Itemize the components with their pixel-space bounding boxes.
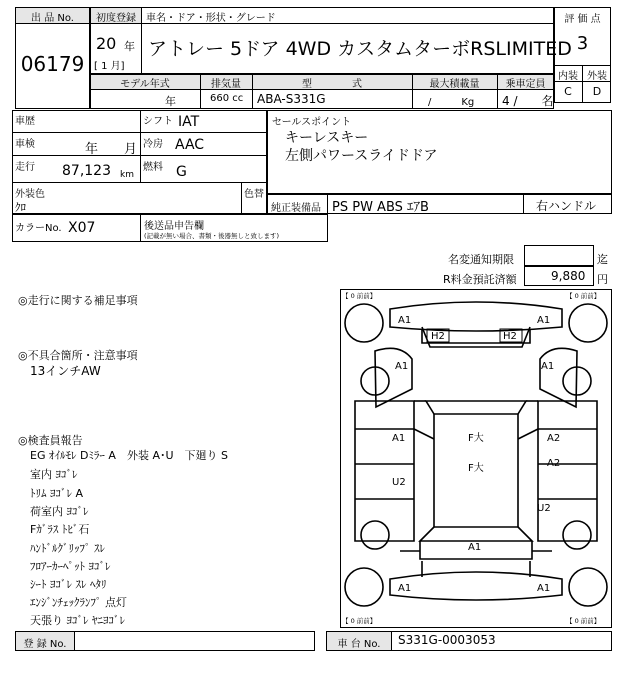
report-line: 天張り ﾖｺﾞﾚ ﾔﾆﾖｺﾞﾚ [30,614,125,627]
color-change-label: 色替 [244,189,264,200]
color-no-label: カラーNo. [15,223,62,234]
lot-no: 06179 [20,52,85,76]
capacity-label: 乗車定員 [505,79,546,90]
report-line: Fｶﾞﾗｽ ﾄﾋﾞ石 [30,523,90,536]
wheel-rear-left-icon [345,568,383,606]
model-year-value: 年 [165,95,176,108]
model-label: 型 式 [302,79,362,90]
left-side-outline [375,348,412,407]
mark-rear-right: A1 [537,583,551,594]
displacement-label: 排気量 [211,79,241,90]
report-line: 室内 ﾖｺﾞﾚ [30,468,78,481]
report-line: ﾌﾛｱｰｶｰﾍﾟｯﾄ ﾖｺﾞﾚ [30,560,111,573]
exterior-grade: D [592,85,602,98]
reg-no-label: 登 録 No. [23,639,67,650]
interior-label: 内装 [558,71,578,82]
mark-right-front-door: A2 [547,433,561,444]
notice-value-box [524,245,594,266]
report-line: 荷室内 ﾖｺﾞﾚ [30,505,89,518]
recycle-value: 9,880 [551,269,586,283]
mark-front-left: A1 [398,315,412,326]
mileage-unit: km [120,170,134,180]
report-line: ﾄﾘﾑ ﾖｺﾞﾚ A [30,487,84,500]
model-value: ABA-S331G [257,92,326,106]
wheel-front-left-icon [345,304,383,342]
displacement-value: 660 cc [210,93,244,104]
spec-sep-v2 [241,182,242,214]
score: 3 [576,33,589,54]
equipment-sep-2 [523,194,524,214]
lot-no-label: 出 品 No. [31,13,74,24]
inspection-label: 車検 [15,139,35,150]
defects-label: ◎不具合箇所・注意事項 [18,349,138,362]
mileage-label: 走行 [15,162,35,173]
fuel-label: 燃料 [143,162,163,173]
docs-label: 後送品申告欄 [144,221,204,232]
report-line: EG ｵｲﾙﾓﾚ Dﾐﾗｰ A 外装 A･U 下廻り S [30,449,229,462]
mark-left-fender: A1 [395,361,409,372]
report-line: ｴﾝｼﾞﾝﾁｪｯｸﾗﾝﾌﾟ 点灯 [30,596,127,609]
car-name: アトレー 5ドア 4WD カスタムターボRSLIMITED [148,38,572,60]
first-reg-year: 20 [96,34,117,53]
mark-hood-2: F大 [468,463,484,474]
model-col-sep-4 [497,74,498,109]
model-col-sep-3 [412,74,413,109]
mark-front-right: A1 [537,315,551,326]
sales-point-2: 左側パワースライドドア [285,148,438,164]
car-name-sep [141,23,142,74]
shift-value: IAT [178,114,200,130]
notice-label: 名変通知期限 [448,253,514,266]
mark-rear-left: A1 [398,583,412,594]
mark-h2-right: H2 [503,331,517,342]
shift-label: シフト [143,116,173,127]
corner-label-br: 【 0 前前】 [566,617,601,625]
inspector-label: ◎検査員報告 [18,434,83,447]
mark-rear-gate: A1 [468,542,482,553]
defects-value: 13インチAW [30,364,101,378]
first-reg-label: 初度登録 [96,13,136,24]
spec-sep-v [140,110,141,182]
report-line: ｼｰﾄ ﾖｺﾞﾚ ｽﾚ ﾍﾀﾘ [30,578,107,591]
spec-sep-h2 [12,155,267,156]
max-load-value: / Kg [428,97,475,108]
corner-label-tl: 【 0 前前】 [342,292,377,300]
car-damage-diagram [340,289,612,628]
wheel-rear-right-icon [569,568,607,606]
sales-points-label: セールスポイント [272,117,352,128]
ext-color-value: ｸﾛ [15,201,26,214]
chassis-value: S331G-0003053 [398,633,496,647]
ext-color-label: 外装色 [15,189,45,200]
mark-right-fender: A1 [541,361,555,372]
notice-unit: 迄 [597,253,608,266]
capacity-value: 4 / 名 [502,94,554,108]
year-unit: 年 [124,40,135,53]
report-line: ﾊﾝﾄﾞﾙｸﾞﾘｯﾌﾟ ｽﾚ [30,542,105,555]
recycle-label: R料金預託済額 [443,273,517,286]
color-no-sep [140,214,141,242]
wheel-front-right-icon [569,304,607,342]
fuel-value: G [176,164,187,180]
interior-grade: C [564,85,572,98]
aircon-label: 冷房 [143,139,163,150]
inspection-value: 年 月 [85,142,138,157]
mileage-value: 87,123 [62,163,111,179]
spec-sep-h3 [12,182,267,183]
spec-sep-h1 [12,132,267,133]
sales-point-1: キーレスキー [285,130,369,146]
right-side-outline [540,348,577,407]
mark-h2-left: H2 [431,331,445,342]
mark-left-rear-door: U2 [392,477,406,488]
color-no-value: X07 [68,220,96,236]
steering: 右ハンドル [536,199,597,213]
docs-note: (記載が無い場合、書類・後器無しと致します) [144,232,280,240]
first-reg-month: [ 1 月] [94,61,125,72]
history-label: 車歴 [15,116,35,127]
car-name-label: 車名・ドア・形状・グレード [146,13,276,24]
roof-outline [426,401,526,414]
recycle-unit: 円 [597,273,608,286]
aircon-value: AAC [175,137,205,153]
driving-label: ◎走行に関する補足事項 [18,294,138,307]
corner-label-tr: 【 0 前前】 [566,292,601,300]
model-col-sep-1 [200,74,201,109]
score-label: 評 価 点 [564,14,601,25]
equipment-sep-1 [327,194,328,242]
mark-left-front-door: A1 [392,433,406,444]
mark-right-rear-door: A2 [547,458,561,469]
equipment-label: 純正装備品 [271,203,321,214]
mark-hood-1: F大 [468,433,484,444]
max-load-label: 最大積載量 [429,79,480,90]
equipment-value: PS PW ABS ｴｱB [332,200,429,215]
chassis-label: 車 台 No. [337,639,381,650]
corner-label-bl: 【 0 前前】 [342,617,377,625]
mark-right-rear-qtr: U2 [537,503,551,514]
model-col-sep-2 [252,74,253,109]
exterior-label: 外装 [587,71,607,82]
model-year-label: モデル年式 [120,79,170,90]
